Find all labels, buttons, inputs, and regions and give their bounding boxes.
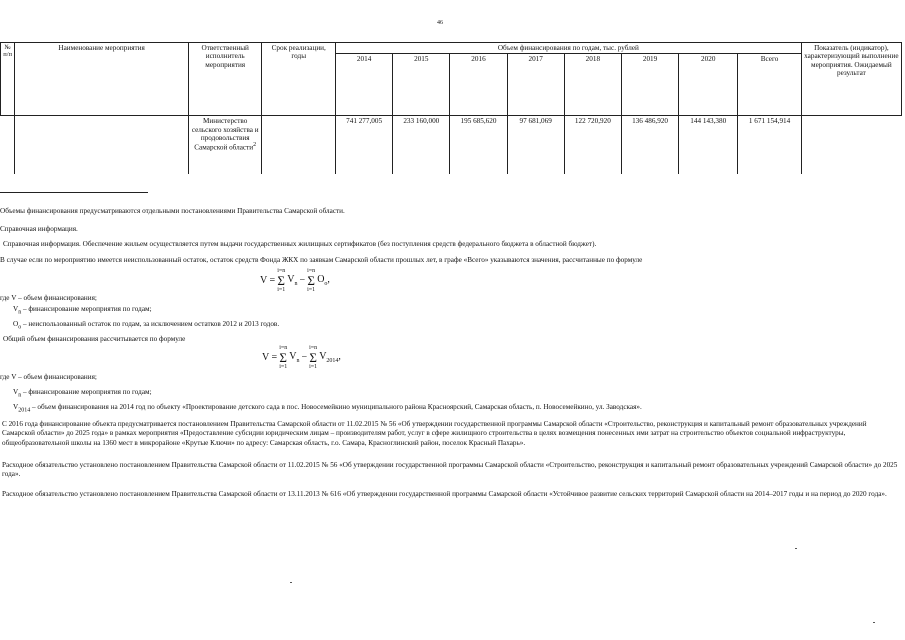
note-on: $O_o$ – неиспользованный остаток по годам, за исключением остатков 2012 и 2013 годов.: [13, 320, 280, 331]
sum-symbol: i=n Σ i=1: [277, 268, 286, 293]
note-housing: Справочная информация. Обеспечение жильем осуществляется путем выдачи государственных жилищных сертификатов (без поступления средств федерального бюджета в областной бюджет).: [3, 240, 597, 248]
note-where-v: где V – объем финансирования;: [0, 294, 97, 302]
year-2015: 2015: [393, 54, 450, 116]
note-where-v-2: где V – объем финансирования;: [0, 373, 97, 381]
note-v2014: $V_{2014}$ – объем финансирования на 2014 год по объекту «Проектирование детского сада в пос. Новосемейкино муниципального района Красноярский, Самарская область, п. Новосемейкино, ул. Заводская».: [13, 403, 642, 414]
header-indicator: Показатель (индикатор), характеризующий выполнение мероприятия. Ожидаемый результат: [801, 43, 901, 116]
sum-symbol: i=n Σ i=1: [309, 345, 318, 370]
cell-name: [15, 116, 189, 174]
year-2019: 2019: [621, 54, 678, 116]
scan-speck: [795, 548, 797, 549]
cell-indicator: [801, 116, 901, 174]
funding-table: [0, 42, 902, 174]
note-funding: Объемы финансирования предусматриваются отдельными постановлениями Правительства Самарской области.: [0, 207, 345, 215]
value-2020: 144 143,380: [679, 116, 738, 174]
scan-speck: [873, 622, 875, 623]
year-2016: 2016: [450, 54, 507, 116]
value-2019: 136 486,920: [621, 116, 678, 174]
value-2017: 97 681,069: [507, 116, 564, 174]
note-vn-2: $V_n$ – финансирование мероприятия по годам;: [13, 388, 152, 399]
note-reference: Справочная информация.: [0, 225, 78, 233]
note-2016-funding: С 2016 года финансирование объекта предусматривается постановлением Правительства Самарской области от 11.02.2015 № 56 «Об утверждении государственной программы Самарской области «Строительство, реконструкция и капитальный ремонт образовательных учреждений Самарской области» до 2025 года» в рамках мероприятия «Предоставление субсидии юридическим лицам – производителям работ, услуг в сфере жилищного строительства в целях возмещения понесенных ими затрат на строительство объектов социальной инфраструктуры, общеобразовательной школы на 1360 мест в микрорайоне «Крутые Ключи» по адресу: Самарская область, г.о. Самара, Красноглинский район, поселок Красный Пахарь».: [2, 420, 867, 447]
header-funding: Объем финансирования по годам, тыс. рублей: [336, 43, 802, 54]
header-no: № п/п: [1, 43, 15, 116]
note-vn: $V_n$ – финансирование мероприятия по годам;: [13, 305, 152, 316]
footnote-divider: [0, 192, 148, 193]
year-2018: 2018: [564, 54, 621, 116]
table-header-row: [1, 43, 902, 54]
year-2014: 2014: [336, 54, 393, 116]
sum-symbol: i=n Σ i=1: [307, 268, 316, 293]
value-2014: 741 277,005: [336, 116, 393, 174]
note-total-formula: Общий объем финансирования рассчитывается по формуле: [3, 335, 186, 343]
note-remainder: В случае если по мероприятию имеется неиспользованный остаток, остаток средств Фонда ЖКХ по заявкам Самарской области прошлых лет, в графе «Всего» указываются значения, рассчитанные по формуле: [0, 256, 643, 264]
table-row: [1, 116, 902, 174]
year-2020: 2020: [679, 54, 738, 116]
scan-speck: [290, 582, 292, 583]
note-obligation-616: Расходное обязательство установлено постановлением Правительства Самарской области от 13.11.2013 № 616 «Об утверждении государственной программы Самарской области «Устойчивое развитие сельских территорий Самарской области на 2014–2017 годы и на период до 2020 года».: [2, 490, 887, 498]
value-2018: 122 720,920: [564, 116, 621, 174]
value-2015: 233 160,000: [393, 116, 450, 174]
sum-symbol: i=n Σ i=1: [279, 345, 288, 370]
header-name: Наименование мероприятия: [15, 43, 189, 116]
header-period: Срок реализации, годы: [262, 43, 336, 116]
formula-1: V = i=n Σ i=1 $V_n$ − i=n Σ i=1 $O_o$,: [260, 268, 330, 293]
executor-footnote: 2: [253, 142, 257, 149]
cell-period: [262, 116, 336, 174]
note-obligation-56: Расходное обязательство установлено постановлением Правительства Самарской области от 11.02.2015 № 56 «Об утверждении государственной программы Самарской области «Строительство, реконструкция и капитальный ремонт образовательных учреждений Самарской области» до 2025 года».: [2, 461, 898, 479]
header-executor: Ответственный исполнитель мероприятия: [188, 43, 262, 116]
year-total: Всего: [738, 54, 801, 116]
formula-2: V = i=n Σ i=1 $V_n$ − i=n Σ i=1 $V_{2014}$,: [262, 345, 341, 370]
page-number: 46: [437, 20, 443, 26]
cell-no: [1, 116, 15, 174]
value-total: 1 671 154,914: [738, 116, 801, 174]
year-2017: 2017: [507, 54, 564, 116]
value-2016: 195 685,620: [450, 116, 507, 174]
executor-text: Министерство сельского хозяйства и продовольствия Самарской области: [191, 117, 259, 152]
cell-executor: [188, 116, 262, 174]
